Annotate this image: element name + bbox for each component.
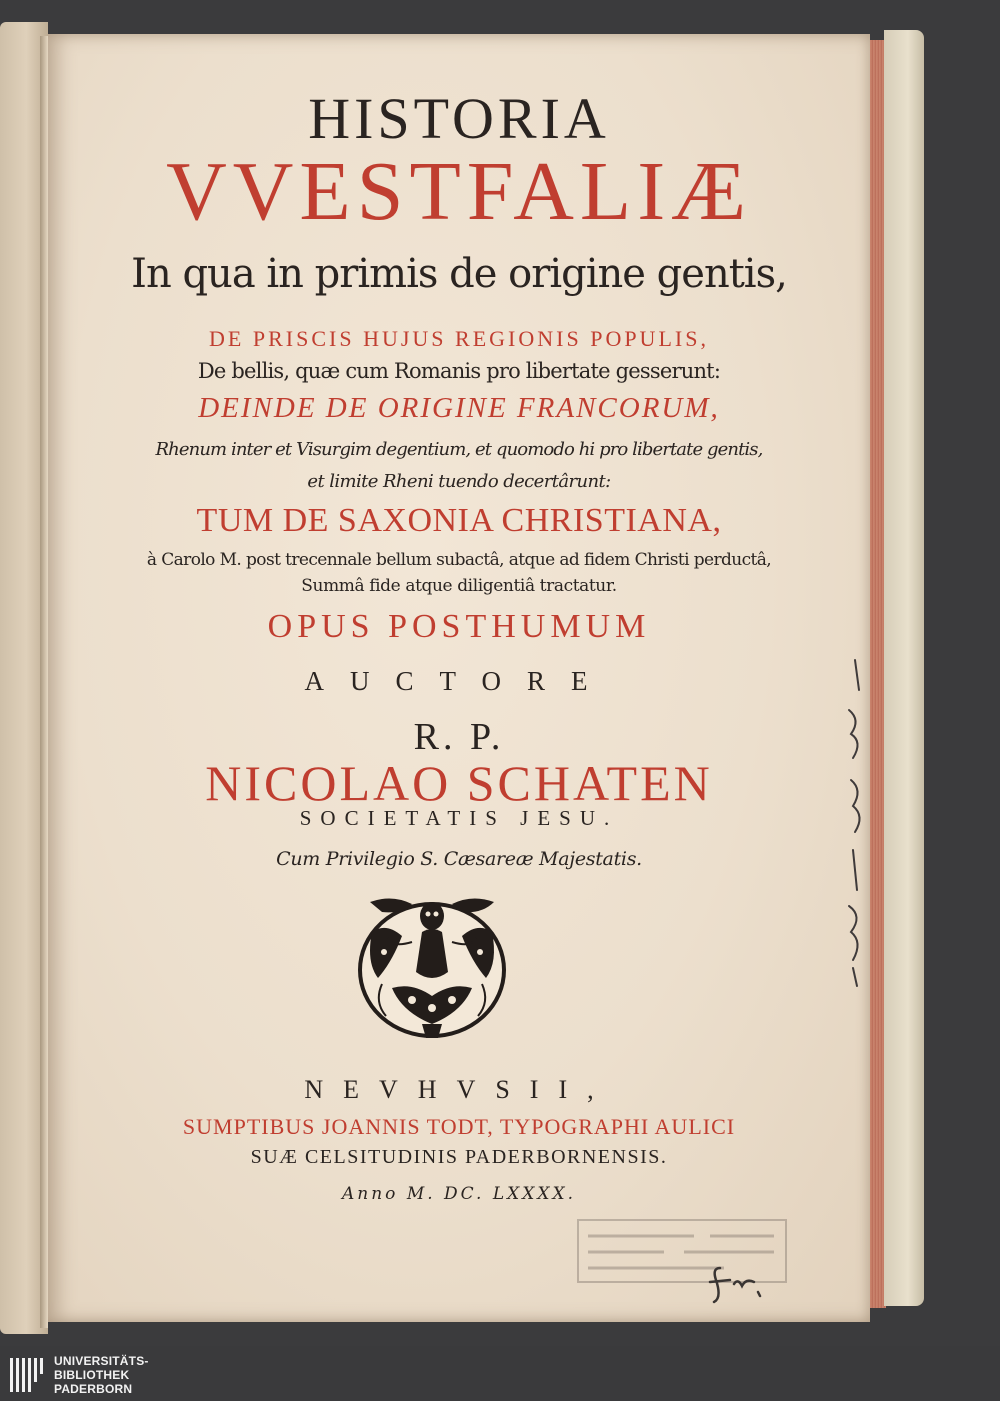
subtitle-populis: DE PRISCIS HUJUS REGIONIS POPULIS,: [209, 326, 709, 351]
handwritten-margin-note: [835, 650, 875, 990]
imprint-paderborn: SUÆ CELSITUDINIS PADERBORNENSIS.: [250, 1146, 668, 1168]
subtitle-francorum: DEINDE DE ORIGINE FRANCORUM,: [198, 392, 720, 424]
subtitle-limite: et limite Rheni tuendo decertârunt:: [307, 471, 611, 492]
subtitle-summa: Summâ fide atque diligentiâ tractatur.: [301, 576, 617, 596]
printers-ornament: [352, 892, 512, 1042]
subtitle-bellis: De bellis, quæ cum Romanis pro libertate gesserunt:: [197, 359, 721, 383]
societatis-jesu: SOCIETATIS JESU.: [299, 806, 619, 830]
imprint-year: Anno M. DC. LXXXX.: [342, 1184, 576, 1204]
imprint-place: NEVHVSII,: [304, 1075, 614, 1104]
title-line-historia: HISTORIA: [308, 86, 610, 151]
opus-posthumum: OPUS POSTHUMUM: [267, 608, 651, 645]
title-line-westfaliae: VVESTFALIÆ: [166, 145, 752, 238]
book-gutter: [40, 36, 48, 1328]
library-name-line2: BIBLIOTHEK: [54, 1368, 130, 1382]
subtitle-rhenum: Rhenum inter et Visurgim degentium, et quomodo hi pro libertate gentis,: [155, 439, 763, 460]
handwritten-signature: [708, 1262, 778, 1306]
library-footer-bar: [0, 1346, 1000, 1401]
library-name-line1: UNIVERSITÄTS-: [54, 1354, 149, 1368]
subtitle-saxonia: TUM DE SAXONIA CHRISTIANA,: [196, 502, 722, 539]
title-page-text: [48, 34, 870, 1322]
reverend-father: R. P.: [413, 716, 505, 758]
privilege-line: Cum Privilegio S. Cæsareæ Majestatis.: [276, 848, 642, 870]
university-library-logo-icon: [10, 1354, 48, 1396]
auctore: AUCTORE: [304, 666, 614, 696]
binding-board: [884, 30, 924, 1306]
subtitle-carolo: à Carolo M. post trecennale bellum subactâ, atque ad fidem Christi perductâ,: [146, 550, 772, 570]
library-name: [54, 1354, 149, 1396]
subtitle-line: In qua in primis de origine gentis,: [131, 251, 787, 297]
author-name: NICOLAO SCHATEN: [205, 755, 713, 811]
library-name-line3: PADERBORN: [54, 1382, 133, 1396]
imprint-publisher: SUMPTIBUS JOANNIS TODT, TYPOGRAPHI AULICI: [182, 1114, 736, 1139]
